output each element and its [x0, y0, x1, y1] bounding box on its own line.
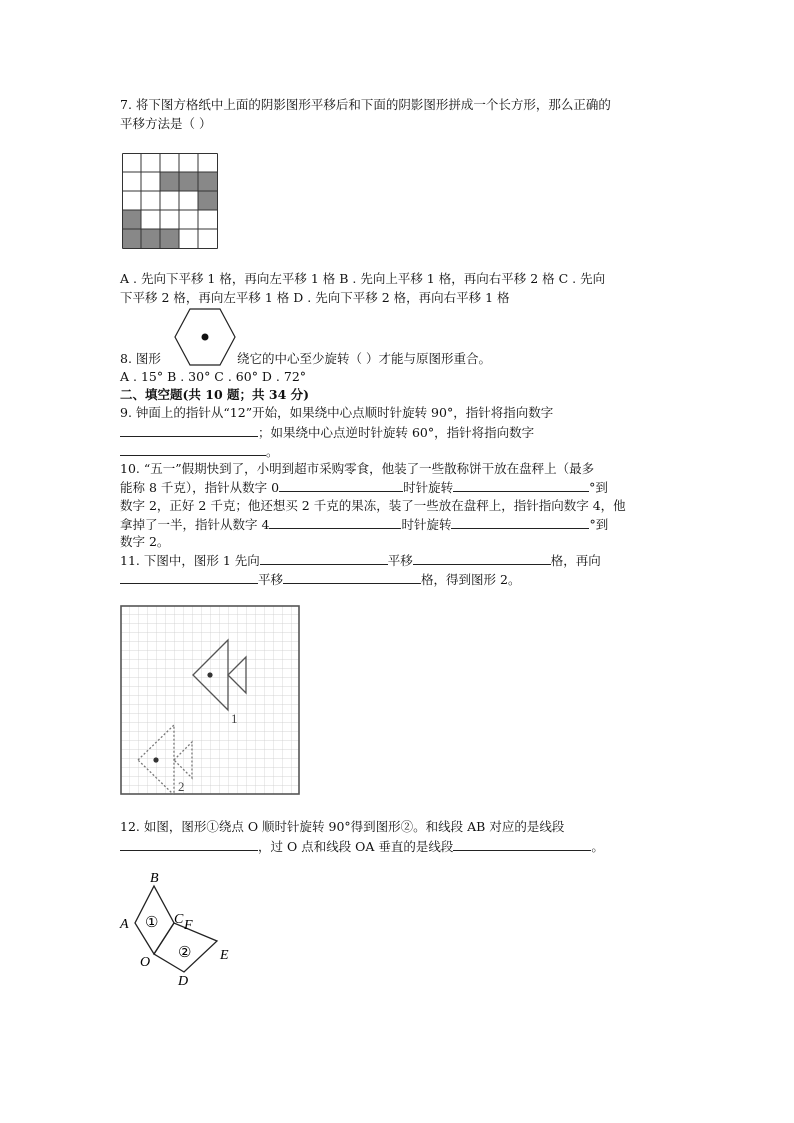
label-E: E: [220, 948, 229, 963]
q10-blank-3[interactable]: [269, 515, 401, 529]
q7-options-line1: A . 先向下平移 1 格，再向左平移 1 格 B . 先向上平移 1 格，再向右平移 2 格 C . 先向: [120, 271, 606, 286]
q8-options: A . 15° B . 30° C . 60° D . 72°: [120, 369, 307, 384]
q12-blank-2[interactable]: [453, 837, 591, 851]
q10-blank-4[interactable]: [451, 515, 589, 529]
q10-line4-a: 拿掉了一半，指针从数字 4: [120, 517, 270, 532]
figure-1-dot: [207, 672, 212, 677]
q11-line2-a: 平移: [258, 572, 284, 587]
label-shape-2: ②: [178, 945, 192, 961]
q7-shaded-bottom: [122, 210, 141, 229]
q9-line1: 9. 钟面上的指针从“12”开始，如果绕中心点顺时针旋转 90°，指针将指向数字: [120, 405, 554, 420]
q10-line1: 10. “五一”假期快到了，小明到超市采购零食，他装了一些散称饼干放在盘秤上（最多: [120, 461, 595, 476]
hexagon-center-dot: [202, 334, 209, 341]
q12-line2-a: ，过 O 点和线段 OA 垂直的是线段: [258, 839, 454, 854]
label-shape-1: ①: [145, 915, 159, 931]
q7-options-line2: 下平移 2 格，再向左平移 1 格 D . 先向下平移 2 格，再向右平移 1 格: [120, 290, 510, 305]
figure-2-dot: [153, 757, 158, 762]
q10-line4: [120, 515, 608, 534]
q9-line3-end: 。: [266, 444, 279, 459]
q12-line1: 12. 如图，图形①绕点 O 顺时针旋转 90°得到图形②。和线段 AB 对应的是线段: [120, 819, 565, 834]
q11-blank-2[interactable]: [413, 551, 551, 565]
label-D: D: [178, 974, 189, 989]
section2-title: 二、填空题(共 10 题；共 34 分): [120, 387, 310, 402]
q11-line1: [120, 551, 601, 570]
q7-grid-figure: [122, 153, 218, 249]
q11-line1-c: 格，再向: [550, 553, 601, 568]
q10-line2-a: 能称 8 千克），指针从数字 0: [120, 480, 280, 495]
q12-rotation-figure: [116, 866, 246, 990]
q11-line2-b: 格，得到图形 2。: [421, 572, 521, 587]
figure-1-label: 1: [231, 711, 238, 726]
q8-suffix: 绕它的中心至少旋转（ ）才能与原图形重合。: [237, 351, 491, 366]
label-C: C: [174, 912, 184, 927]
figure-2-label: 2: [178, 779, 185, 794]
q8-prefix: 8. 图形: [120, 351, 161, 366]
label-O: O: [140, 955, 151, 970]
q9-blank-2[interactable]: [120, 442, 266, 456]
q10-line2: [120, 478, 608, 497]
q10-blank-1[interactable]: [279, 478, 403, 492]
q11-blank-4[interactable]: [283, 570, 421, 584]
q7-shaded-bottom: [122, 229, 179, 248]
q11-line1-a: 11. 下图中，图形 1 先向: [120, 553, 260, 568]
q10-blank-2[interactable]: [453, 478, 589, 492]
q10-line5: 数字 2。: [120, 534, 170, 549]
label-F: F: [184, 918, 193, 933]
q11-grid-figure: [120, 605, 300, 795]
q7-shaded-top: [198, 191, 217, 210]
q12-blank-1[interactable]: [120, 837, 258, 851]
q10-line4-c: °到: [589, 517, 609, 532]
q7-shaded-top: [160, 172, 217, 191]
q12-line2: [120, 837, 604, 856]
q9-line3: [120, 442, 279, 461]
q7-line1: 7. 将下图方格纸中上面的阴影图形平移后和下面的阴影图形拼成一个长方形，那么正确的: [120, 97, 611, 112]
label-B: B: [150, 871, 159, 886]
q10-line3: 数字 2，正好 2 千克；他还想买 2 千克的果冻，装了一些放在盘秤上，指针指向数字 4，他: [120, 498, 626, 513]
q11-line1-b: 平移: [387, 553, 413, 568]
label-A: A: [120, 917, 129, 932]
q12-line2-b: 。: [591, 839, 604, 854]
q10-line2-c: °到: [589, 480, 608, 495]
q11-blank-1[interactable]: [260, 551, 388, 565]
q9-line2-text: ；如果绕中心点逆时针旋转 60°，指针将指向数字: [258, 425, 535, 440]
q7-line2: 平移方法是（ ）: [120, 116, 212, 131]
q11-blank-3[interactable]: [120, 570, 258, 584]
q9-blank-1[interactable]: [120, 423, 258, 437]
q10-line2-b: 时针旋转: [403, 480, 454, 495]
q9-line2: [120, 423, 534, 442]
q10-line4-b: 时针旋转: [401, 517, 452, 532]
q11-line2: [120, 570, 520, 589]
hexagon-figure: [174, 308, 236, 366]
